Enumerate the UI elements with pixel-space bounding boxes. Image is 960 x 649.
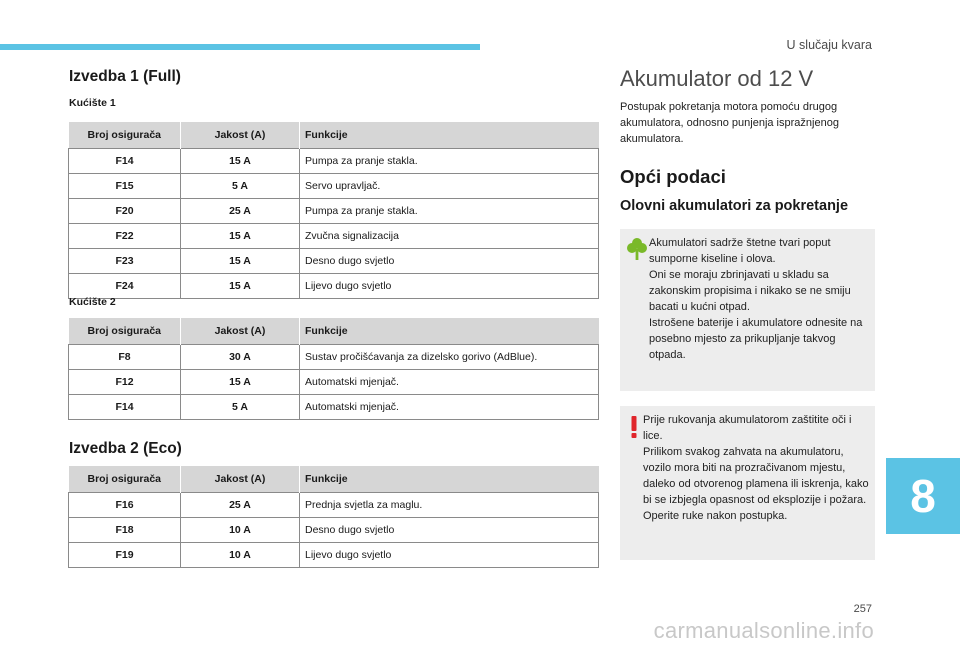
environment-note-line: Oni se moraju zbrinjavati u skladu sa zakonskim propisima i nikako se ne smiju bacati u kućni otpad. xyxy=(649,269,851,313)
fuse-number-cell: F8 xyxy=(69,345,181,370)
rating-cell: 25 A xyxy=(181,199,300,224)
rating-cell: 15 A xyxy=(181,274,300,299)
table-row xyxy=(69,395,599,420)
function-cell: Automatski mjenjač. xyxy=(300,395,599,420)
function-cell: Servo upravljač. xyxy=(300,174,599,199)
fuse-number-cell: F19 xyxy=(69,543,181,568)
function-cell: Prednja svjetla za maglu. xyxy=(300,493,599,518)
fuse-number-cell: F14 xyxy=(69,395,181,420)
top-accent-bar xyxy=(0,44,480,50)
fuse-number-cell: F22 xyxy=(69,224,181,249)
rating-cell: 15 A xyxy=(181,149,300,174)
lead-battery-heading: Olovni akumulatori za pokretanje xyxy=(620,198,849,214)
function-cell: Desno dugo svjetlo xyxy=(300,249,599,274)
warning-note-line: Prilikom svakog zahvata na akumulatoru, vozilo mora biti na prozračivanom mjestu, daleko od otvorenog plamena ili iskrenja, kako bi se izbjegla opasnost od eksplozije i požara. xyxy=(643,446,869,506)
table-row xyxy=(69,543,599,568)
environment-note-line: Akumulatori sadrže štetne tvari poput sumporne kiseline i olova. xyxy=(649,237,831,265)
section-label: U slučaju kvara xyxy=(786,38,872,52)
table-row xyxy=(69,274,599,299)
general-heading: Opći podaci xyxy=(620,166,726,187)
watermark: carmanualsonline.info xyxy=(653,618,874,643)
function-cell: Pumpa za pranje stakla. xyxy=(300,199,599,224)
header-rating: Jakost (A) xyxy=(181,318,300,345)
header-function: Funkcije xyxy=(300,318,599,345)
warning-note-line: Operite ruke nakon postupka. xyxy=(643,510,788,522)
battery-intro: Postupak pokretanja motora pomoću drugog akumulatora, odnosno punjenja ispražnjenog akumulatora. xyxy=(620,101,839,145)
rating-cell: 25 A xyxy=(181,493,300,518)
header-function: Funkcije xyxy=(300,122,599,149)
table-row xyxy=(69,224,599,249)
header-function: Funkcije xyxy=(300,466,599,493)
table-row xyxy=(69,345,599,370)
function-cell: Desno dugo svjetlo xyxy=(300,518,599,543)
box2-label: Kućište 2 xyxy=(69,296,116,308)
rating-cell: 15 A xyxy=(181,370,300,395)
warning-note xyxy=(620,406,875,560)
table-row xyxy=(69,493,599,518)
fuse-table-box2 xyxy=(68,318,599,420)
table-row xyxy=(69,249,599,274)
table-row xyxy=(69,370,599,395)
warning-exclamation-icon xyxy=(628,415,640,444)
environment-tree-icon xyxy=(627,237,647,266)
warning-note-text xyxy=(643,412,873,524)
fuse-table-box1 xyxy=(68,122,599,299)
header-fuse-number: Broj osigurača xyxy=(69,122,181,149)
fuse-number-cell: F15 xyxy=(69,174,181,199)
header-rating: Jakost (A) xyxy=(181,122,300,149)
rating-cell: 15 A xyxy=(181,249,300,274)
function-cell: Sustav pročišćavanja za dizelsko gorivo (AdBlue). xyxy=(300,345,599,370)
header-rating: Jakost (A) xyxy=(181,466,300,493)
rating-cell: 5 A xyxy=(181,174,300,199)
page-number: 257 xyxy=(853,603,872,615)
box1-label: Kućište 1 xyxy=(69,97,116,109)
rating-cell: 15 A xyxy=(181,224,300,249)
fuse-number-cell: F16 xyxy=(69,493,181,518)
function-cell: Lijevo dugo svjetlo xyxy=(300,543,599,568)
table-row xyxy=(69,518,599,543)
fuse-number-cell: F14 xyxy=(69,149,181,174)
fuse-number-cell: F20 xyxy=(69,199,181,224)
fuse-number-cell: F23 xyxy=(69,249,181,274)
environment-note-text xyxy=(649,235,873,363)
header-fuse-number: Broj osigurača xyxy=(69,318,181,345)
fuse-number-cell: F24 xyxy=(69,274,181,299)
variant2-title: Izvedba 2 (Eco) xyxy=(69,440,182,457)
rating-cell: 30 A xyxy=(181,345,300,370)
warning-note-line: Prije rukovanja akumulatorom zaštitite oči i lice. xyxy=(643,414,852,442)
table-row xyxy=(69,149,599,174)
table-header-row xyxy=(69,466,599,493)
rating-cell: 5 A xyxy=(181,395,300,420)
rating-cell: 10 A xyxy=(181,543,300,568)
environment-note xyxy=(620,229,875,391)
battery-title: Akumulator od 12 V xyxy=(620,66,814,91)
fuse-number-cell: F12 xyxy=(69,370,181,395)
function-cell: Zvučna signalizacija xyxy=(300,224,599,249)
function-cell: Automatski mjenjač. xyxy=(300,370,599,395)
function-cell: Pumpa za pranje stakla. xyxy=(300,149,599,174)
table-header-row xyxy=(69,122,599,149)
fuse-number-cell: F18 xyxy=(69,518,181,543)
variant1-title: Izvedba 1 (Full) xyxy=(69,68,181,85)
environment-note-line: Istrošene baterije i akumulatore odnesite na posebno mjesto za prikupljanje takvog otpada. xyxy=(649,317,863,361)
table-header-row xyxy=(69,318,599,345)
function-cell: Lijevo dugo svjetlo xyxy=(300,274,599,299)
table-row xyxy=(69,199,599,224)
header-fuse-number: Broj osigurača xyxy=(69,466,181,493)
rating-cell: 10 A xyxy=(181,518,300,543)
fuse-table-eco xyxy=(68,466,599,568)
chapter-tab: 8 xyxy=(886,458,960,534)
table-row xyxy=(69,174,599,199)
